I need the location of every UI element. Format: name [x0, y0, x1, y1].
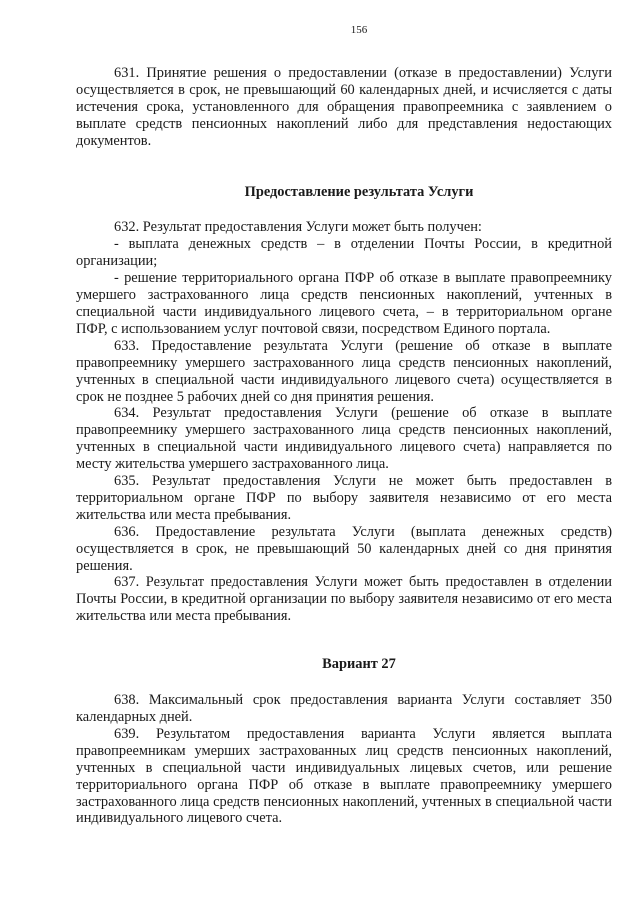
paragraph-639: 639. Результатом предоставления варианта Услуги является выплата правопреемникам умерших застрахованных лиц средств пенсионных накоплений, учтенных в специальной части индивидуальных лицевых счетов, или решение территориального органа ПФР об отказе в выплате правопреемнику умершего застрахованного лица средств пенсионных накоплений, учтенных в специальной части индивидуального лицевого счета.: [76, 725, 612, 827]
paragraph-632: 632. Результат предоставления Услуги может быть получен:: [114, 219, 482, 236]
paragraph-636: 636. Предоставление результата Услуги (выплата денежных средств) осуществляется в срок, не превышающий 50 календарных дней со дня принятия решения.: [76, 523, 612, 574]
paragraph-631: 631. Принятие решения о предоставлении (отказе в предоставлении) Услуги осуществляется в срок, не превышающий 60 календарных дней, и исчисляется с даты истечения срока, установленного для обращения правопреемника с заявлением о выплате средств пенсионных накоплений либо для представления недостающих документов.: [76, 65, 612, 149]
paragraph-632-item-1: - выплата денежных средств – в отделении Почты России, в кредитной организации;: [76, 236, 612, 270]
paragraph-635: 635. Результат предоставления Услуги не может быть предоставлен в территориальном органе ПФР по выбору заявителя независимо от его места жительства или места пребывания.: [76, 473, 612, 523]
paragraph-634: 634. Результат предоставления Услуги (решение об отказе в выплате правопреемнику умершего застрахованного лица средств пенсионных накоплений, учтенных в специальной части индивидуального лицевого счета) направляется по месту жительства умершего застрахованного лица.: [76, 405, 612, 473]
paragraph-633: 633. Предоставление результата Услуги (решение об отказе в выплате правопреемнику умершего застрахованного лица средств пенсионных накоплений, учтенных в специальной части индивидуального лицевого счета) осуществляется в срок не позднее 5 рабочих дней со дня принятия решения.: [76, 337, 612, 405]
section-heading-variant: Вариант 27: [322, 656, 396, 673]
paragraph-638: 638. Максимальный срок предоставления варианта Услуги составляет 350 календарных дней.: [76, 692, 612, 725]
page-number: 156: [350, 24, 368, 36]
paragraph-637: 637. Результат предоставления Услуги может быть предоставлен в отделении Почты России, в кредитной организации по выбору заявителя независимо от его места жительства или места пребывания.: [76, 574, 612, 625]
paragraph-632-item-2: - решение территориального органа ПФР об отказе в выплате правопреемнику умершего застрахованного лица средств пенсионных накоплений, учтенных в специальной части индивидуального лицевого счета, – в территориальном органе ПФР, с использованием услуг почтовой связи, посредством Единого портала.: [76, 270, 612, 337]
section-heading-result: Предоставление результата Услуги: [244, 183, 474, 200]
